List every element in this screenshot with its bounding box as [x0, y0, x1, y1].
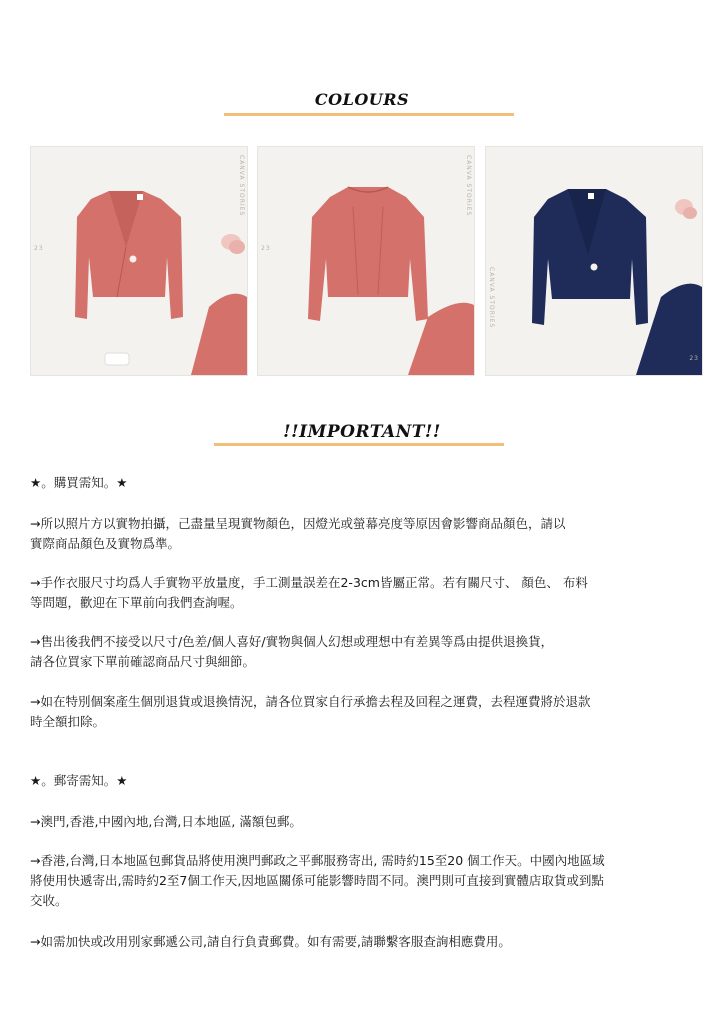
jacket-front-illustration [31, 147, 247, 375]
purchase-paragraph-4 [30, 692, 670, 732]
colours-heading: COLOURS [314, 90, 410, 109]
watermark-number: 23 [34, 245, 44, 252]
pink-jacket-back-photo [257, 146, 475, 376]
paragraph-line: 將使用快遞寄出,需時約2至7個工作天,因地區關係可能影響時間不同。澳門則可直接到實體店取貨或到點 [30, 873, 604, 888]
jacket-back-illustration [258, 147, 474, 375]
important-heading: !!IMPORTANT!! [283, 422, 441, 442]
watermark-number: 23 [261, 245, 271, 252]
paragraph-line: 請各位買家下單前確認商品尺寸與細節。 [30, 654, 256, 669]
shipping-notice-heading [30, 771, 670, 791]
paragraph-line: →澳門,香港,中國內地,台灣,日本地區, 滿額包郵。 [30, 814, 302, 829]
shipping-paragraph-3 [30, 932, 670, 952]
paragraph-line: →售出後我們不接受以尺寸/色差/個人喜好/實物與個人幻想或理想中有差異等爲由提供退換貨， [30, 634, 554, 649]
watermark-text: CANVA STORIES [238, 155, 245, 217]
watermark-text: CANVA STORIES [465, 155, 472, 217]
purchase-notice-heading [30, 473, 670, 493]
colours-divider [224, 113, 514, 116]
paragraph-line: →如在特別個案產生個別退貨或退換情況，請各位買家自行承擔去程及回程之運費，去程運費將於退款 [30, 694, 591, 709]
jacket-front-illustration [486, 147, 702, 375]
purchase-paragraph-1 [30, 514, 670, 554]
purchase-paragraph-3 [30, 632, 670, 672]
important-divider [214, 443, 504, 446]
paragraph-line: 時全額扣除。 [30, 714, 106, 729]
paragraph-line: 交收。 [30, 893, 68, 908]
pink-jacket-front-photo [30, 146, 248, 376]
shipping-paragraph-1 [30, 812, 670, 832]
shipping-heading-text: ★。郵寄需知。★ [30, 773, 128, 788]
paragraph-line: →如需加快或改用別家郵遞公司,請自行負責郵費。如有需要,請聯繫客服查詢相應費用。 [30, 934, 511, 949]
paragraph-line: →手作衣服尺寸均爲人手實物平放量度，手工測量誤差在2-3cm皆屬正常。若有關尺寸、 顏色、 布料 [30, 575, 588, 590]
shipping-paragraph-2 [30, 851, 670, 911]
watermark-text: CANVA STORIES [488, 267, 495, 329]
purchase-paragraph-2 [30, 573, 670, 613]
paragraph-line: →所以照片方以實物拍攝，己盡量呈現實物顏色，因燈光或螢幕亮度等原因會影響商品顏色，請以 [30, 516, 566, 531]
paragraph-line: 實際商品顏色及實物爲準。 [30, 536, 181, 551]
paragraph-line: →香港,台灣,日本地區包郵貨品將使用澳門郵政之平郵服務寄出, 需時約15至20 個工作天。中國內地區域 [30, 853, 605, 868]
navy-jacket-front-photo [485, 146, 703, 376]
paragraph-line: 等問題，歡迎在下單前向我們查詢喔。 [30, 595, 243, 610]
purchase-heading-text: ★。購買需知。★ [30, 475, 128, 490]
watermark-number: 23 [689, 355, 699, 362]
